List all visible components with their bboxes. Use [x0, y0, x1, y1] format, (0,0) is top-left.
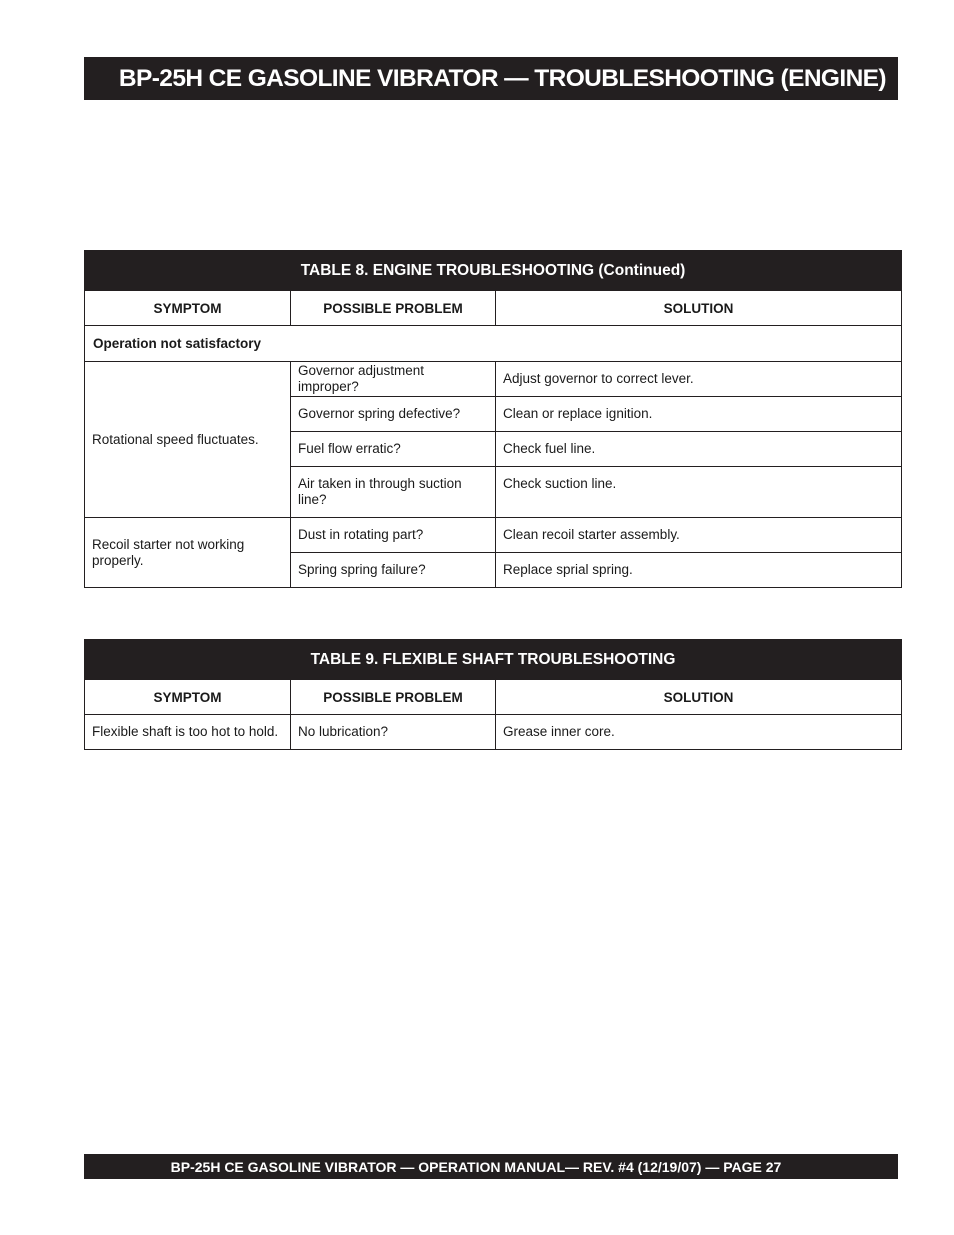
problem-cell: Governor spring defective? — [291, 397, 496, 432]
symptom-cell: Rotational speed fluctuates. — [85, 362, 291, 518]
column-header-symptom: SYMPTOM — [85, 291, 291, 326]
engine-troubleshooting-table — [84, 250, 902, 588]
problem-cell: Governor adjustment improper? — [291, 362, 496, 397]
table-caption: TABLE 8. ENGINE TROUBLESHOOTING (Continued) — [85, 251, 902, 291]
problem-cell: No lubrication? — [291, 715, 496, 750]
column-header-possible-problem: POSSIBLE PROBLEM — [291, 291, 496, 326]
problem-cell: Fuel flow erratic? — [291, 432, 496, 467]
column-header-solution: SOLUTION — [496, 291, 902, 326]
column-header-possible-problem: POSSIBLE PROBLEM — [291, 680, 496, 715]
column-header-solution: SOLUTION — [496, 680, 902, 715]
solution-cell: Clean or replace ignition. — [496, 397, 902, 432]
symptom-cell: Flexible shaft is too hot to hold. — [85, 715, 291, 750]
problem-cell: Spring spring failure? — [291, 553, 496, 588]
page-header-bar — [84, 57, 898, 100]
solution-cell: Grease inner core. — [496, 715, 902, 750]
problem-cell: Air taken in through suction line? — [291, 467, 496, 518]
table-row — [85, 715, 902, 750]
solution-cell: Adjust governor to correct lever. — [496, 362, 902, 397]
table-row — [85, 518, 902, 553]
solution-cell: Check suction line. — [496, 467, 902, 518]
footer-text: BP-25H CE GASOLINE VIBRATOR — OPERATION MANUAL— REV. #4 (12/19/07) — PAGE 27 — [170, 1158, 782, 1175]
solution-cell: Check fuel line. — [496, 432, 902, 467]
page-title: BP-25H CE GASOLINE VIBRATOR — TROUBLESHOOTING (ENGINE) — [118, 64, 886, 92]
solution-cell: Replace sprial spring. — [496, 553, 902, 588]
solution-cell: Clean recoil starter assembly. — [496, 518, 902, 553]
table-caption: TABLE 9. FLEXIBLE SHAFT TROUBLESHOOTING — [85, 640, 902, 680]
flexible-shaft-troubleshooting-table — [84, 639, 902, 750]
section-label: Operation not satisfactory — [85, 326, 902, 362]
column-header-symptom: SYMPTOM — [85, 680, 291, 715]
symptom-cell: Recoil starter not working properly. — [85, 518, 291, 588]
problem-cell: Dust in rotating part? — [291, 518, 496, 553]
table-row — [85, 362, 902, 397]
page-footer-bar — [84, 1154, 898, 1179]
